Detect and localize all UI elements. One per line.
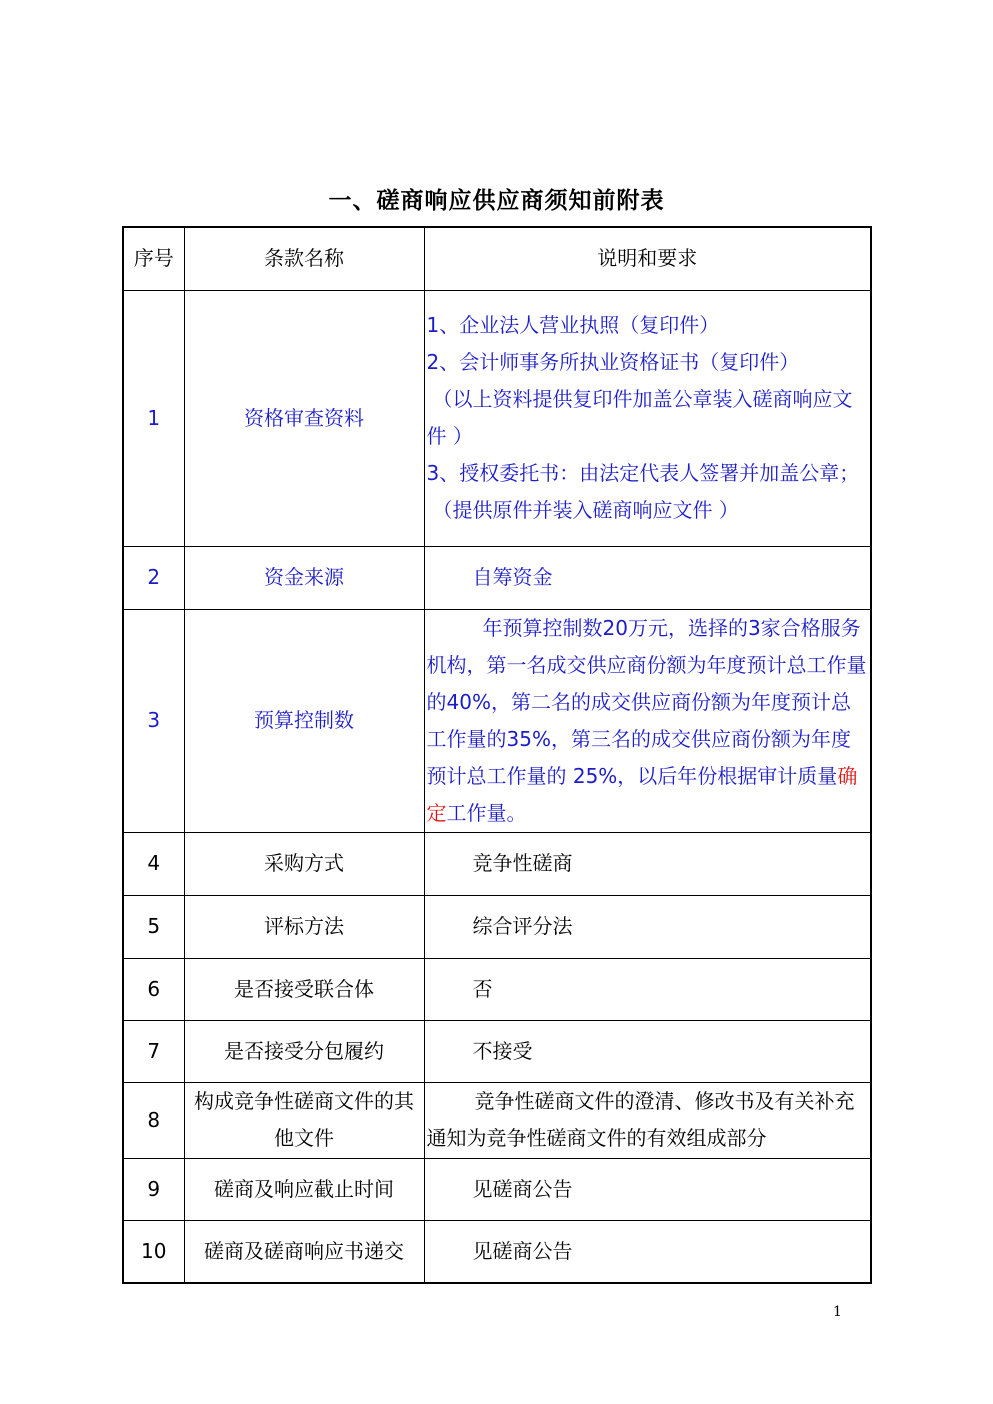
row-name: 磋商及磋商响应书递交 xyxy=(184,1220,424,1283)
desc-line: （提供原件并装入磋商响应文件 ） xyxy=(432,498,739,522)
row-desc: 综合评分法 xyxy=(424,895,871,958)
table-row xyxy=(123,546,871,609)
table-row xyxy=(123,290,871,546)
desc-tail-text: 工作量。 xyxy=(446,800,527,825)
row-no: 9 xyxy=(123,1158,184,1220)
table-row xyxy=(123,958,871,1020)
row-desc: 不接受 xyxy=(424,1020,871,1082)
table-row xyxy=(123,1220,871,1283)
row-name: 构成竞争性磋商文件的其他文件 xyxy=(184,1082,424,1158)
row-no: 2 xyxy=(123,546,184,609)
table-row xyxy=(123,609,871,832)
row-no: 3 xyxy=(123,609,184,832)
row-no: 5 xyxy=(123,895,184,958)
row-desc xyxy=(424,290,871,546)
header-name: 条款名称 xyxy=(184,227,424,290)
desc-line: 2、会计师事务所执业资格证书（复印件） xyxy=(426,350,800,374)
table-row xyxy=(123,895,871,958)
row-no: 1 xyxy=(123,290,184,546)
row-no: 6 xyxy=(123,958,184,1020)
page-number: 1 xyxy=(833,1304,842,1320)
row-name: 采购方式 xyxy=(184,832,424,895)
table-row xyxy=(123,1020,871,1082)
row-name: 评标方法 xyxy=(184,895,424,958)
header-desc: 说明和要求 xyxy=(424,227,871,290)
row-no: 4 xyxy=(123,832,184,895)
table-row xyxy=(123,1158,871,1220)
row-desc: 见磋商公告 xyxy=(424,1158,871,1220)
row-name: 是否接受联合体 xyxy=(184,958,424,1020)
header-no: 序号 xyxy=(123,227,184,290)
row-name: 是否接受分包履约 xyxy=(184,1020,424,1082)
table-row xyxy=(123,1082,871,1158)
row-desc: 见磋商公告 xyxy=(424,1220,871,1283)
row-no: 10 xyxy=(123,1220,184,1283)
desc-highlight-text: 确定 xyxy=(426,763,858,825)
row-name: 资格审查资料 xyxy=(184,290,424,546)
row-desc xyxy=(424,1082,871,1158)
page-title: 一、磋商响应供应商须知前附表 xyxy=(328,188,665,214)
row-name: 预算控制数 xyxy=(184,609,424,832)
row-desc: 否 xyxy=(424,958,871,1020)
row-desc xyxy=(424,609,871,832)
desc-line: （以上资料提供复印件加盖公章装入磋商响应文件 ） xyxy=(426,387,853,448)
desc-line: 3、授权委托书：由法定代表人签署并加盖公章； xyxy=(426,461,860,485)
table-header-row xyxy=(123,227,871,290)
table-row xyxy=(123,832,871,895)
desc-line: 1、企业法人营业执照（复印件） xyxy=(426,313,720,337)
row-no: 8 xyxy=(123,1082,184,1158)
desc-main-text: 年预算控制数20万元，选择的3家合格服务机构，第一名成交供应商份额为年度预计总工作量的40%，第二名的成交供应商份额为年度预计总工作量的35%，第三名的成交供应商份额为年度预计总工作量的 25%，以后年份根据审计质量 xyxy=(426,615,867,788)
row-desc: 竞争性磋商 xyxy=(424,832,871,895)
row-name: 资金来源 xyxy=(184,546,424,609)
desc-paragraph: 竞争性磋商文件的澄清、修改书及有关补充通知为竞争性磋商文件的有效组成部分 xyxy=(426,1089,855,1150)
row-name: 磋商及响应截止时间 xyxy=(184,1158,424,1220)
row-no: 7 xyxy=(123,1020,184,1082)
row-desc: 自筹资金 xyxy=(424,546,871,609)
info-table xyxy=(122,226,872,1284)
desc-paragraph xyxy=(427,610,871,832)
